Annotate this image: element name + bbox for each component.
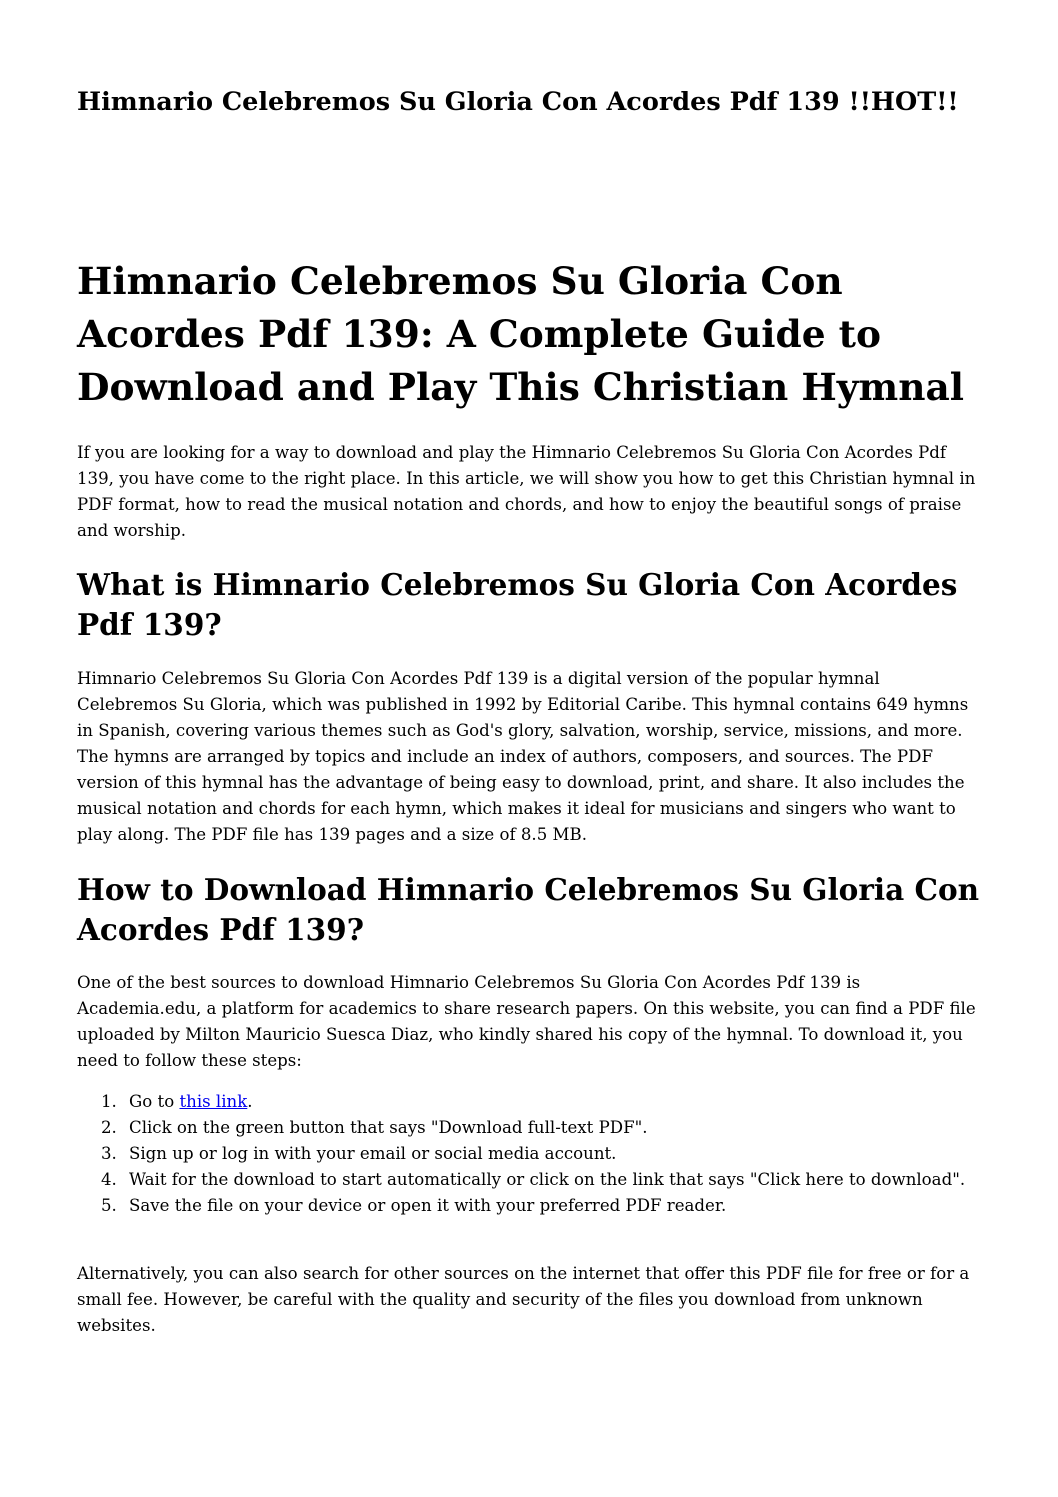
this-link[interactable]: this link <box>179 1092 248 1111</box>
document-title: Himnario Celebremos Su Gloria Con Acordes Pdf 139 !!HOT!! <box>77 87 959 117</box>
step-text-end: . <box>247 1092 253 1111</box>
step-number: 1. <box>101 1092 117 1111</box>
alternative-sources-paragraph: Alternatively, you can also search for other sources on the internet that offer this PDF file for free or for a small fee. However, be careful with the quality and security of the files you download from unknown websites. <box>77 1264 970 1335</box>
step-text: Wait for the download to start automatically or click on the link that says "Click here to download". <box>129 1170 966 1189</box>
list-item <box>77 1115 982 1141</box>
step-text: Click on the green button that says "Download full-text PDF". <box>129 1118 648 1137</box>
step-number: 5. <box>101 1196 117 1215</box>
list-item <box>77 1167 982 1193</box>
step-text: Save the file on your device or open it with your preferred PDF reader. <box>129 1196 727 1215</box>
what-is-paragraph: Himnario Celebremos Su Gloria Con Acordes Pdf 139 is a digital version of the popular hymnal Celebremos Su Gloria, which was published in 1992 by Editorial Caribe. This hymnal contains 649 hymns in Spanish, covering various themes such as God's glory, salvation, worship, service, missions, and more. The hymns are arranged by topics and include an index of authors, composers, and sources. The PDF version of this hymnal has the advantage of being easy to download, print, and share. It also includes the musical notation and chords for each hymn, which makes it ideal for musicians and singers who want to play along. The PDF file has 139 pages and a size of 8.5 MB. <box>77 669 969 844</box>
list-item <box>77 1193 982 1219</box>
step-number: 3. <box>101 1144 117 1163</box>
step-text: Sign up or log in with your email or social media account. <box>129 1144 617 1163</box>
list-item <box>77 1089 982 1115</box>
download-steps-list <box>77 1089 982 1219</box>
what-is-heading: What is Himnario Celebremos Su Gloria Con Acordes Pdf 139? <box>77 567 958 642</box>
main-heading: Himnario Celebremos Su Gloria Con Acordes Pdf 139: A Complete Guide to Download and Play This Christian Hymnal <box>77 259 965 409</box>
how-to-download-heading: How to Download Himnario Celebremos Su Gloria Con Acordes Pdf 139? <box>77 872 980 947</box>
list-item <box>77 1141 982 1167</box>
step-number: 4. <box>101 1170 117 1189</box>
intro-paragraph: If you are looking for a way to download and play the Himnario Celebremos Su Gloria Con Acordes Pdf 139, you have come to the right place. In this article, we will show you how to get this Christian hymnal in PDF format, how to read the musical notation and chords, and how to enjoy the beautiful songs of praise and worship. <box>77 443 976 540</box>
how-to-download-paragraph: One of the best sources to download Himnario Celebremos Su Gloria Con Acordes Pdf 139 is Academia.edu, a platform for academics to share research papers. On this website, you can find a PDF file uploaded by Milton Mauricio Suesca Diaz, who kindly shared his copy of the hymnal. To download it, you need to follow these steps: <box>77 973 976 1070</box>
step-number: 2. <box>101 1118 117 1137</box>
step-text: Go to <box>129 1092 180 1111</box>
